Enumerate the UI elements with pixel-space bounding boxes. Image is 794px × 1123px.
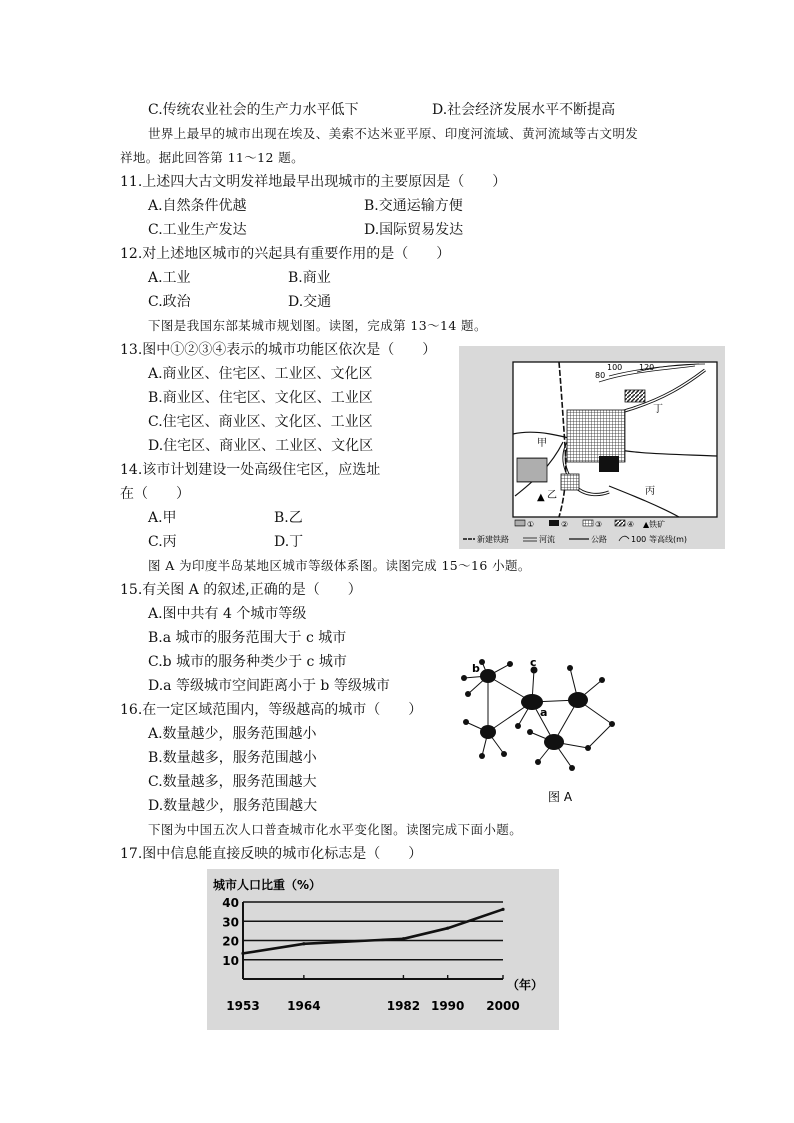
q12-option-c: C.政治 [148,294,191,310]
label-c: c [530,656,537,669]
q14-option-c: C.丙 [148,534,177,550]
x-tick-label: 1990 [430,999,465,1013]
label-b: b [472,662,480,675]
zone-3 [567,410,625,462]
q15-option-b: B.a 城市的服务范围大于 c 城市 [148,630,347,646]
legend-river: 河流 [539,535,555,544]
q15-stem: 15.有关图 A 的叙述,正确的是（ ） [120,582,362,598]
chart-xlabel: （年） [507,978,544,992]
q14-stem-1: 14.该市计划建设一处高级住宅区，应选址 [120,462,381,478]
intro-2: 下图是我国东部某城市规划图。读图，完成第 13～14 题。 [148,318,487,333]
zone-4 [625,390,645,402]
x-tick-label: 1982 [386,999,421,1013]
q12-stem: 12.对上述地区城市的兴起具有重要作用的是（ ） [120,246,451,262]
legend-contour-value: 100 [631,535,647,544]
label-a: a [540,706,548,719]
figure-a-caption: 图 A [548,790,573,804]
legend-3: ③ [595,520,603,529]
legend-1: ① [527,520,535,529]
q15-option-d: D.a 等级城市空间距离小于 b 等级城市 [148,678,390,694]
q11-option-b: B.交通运输方便 [364,198,463,214]
option-d-prev: D.社会经济发展水平不断提高 [432,102,616,118]
intro-3: 图 A 为印度半岛某地区城市等级体系图。读图完成 15～16 小题。 [148,558,531,573]
q11-option-c: C.工业生产发达 [148,222,247,238]
q11-stem: 11.上述四大古文明发祥地最早出现城市的主要原因是（ ） [120,174,507,190]
label-bing: 丙 [645,486,655,497]
intro-4: 下图为中国五次人口普查城市化水平变化图。读图完成下面小题。 [148,822,523,837]
zone-2 [599,456,619,472]
label-jia: 甲 [537,438,547,449]
city-plan-map-svg [459,346,725,549]
q13-stem: 13.图中①②③④表示的城市功能区依次是（ ） [120,342,437,358]
q16-option-b: B.数量越多，服务范围越小 [148,750,317,766]
data-point [501,908,504,911]
q14-option-a: A.甲 [148,510,177,526]
data-point [402,937,405,940]
chart-title: 城市人口比重（%） [213,878,322,892]
legend-road: 公路 [591,535,607,544]
x-tick-label: 1964 [287,999,321,1013]
urbanization-chart [207,869,559,1030]
urbanization-chart-svg [207,869,559,1030]
y-tick-label: 10 [222,953,239,968]
data-point [446,927,449,930]
city-network-svg [452,656,622,806]
q17-stem: 17.图中信息能直接反映的城市化标志是（ ） [120,846,423,862]
q13-option-c: C.住宅区、商业区、文化区、工业区 [148,414,373,430]
q13-option-b: B.商业区、住宅区、文化区、工业区 [148,390,373,406]
data-point [241,952,244,955]
q16-stem: 16.在一定区域范围内，等级越高的城市（ ） [120,702,423,718]
city-hierarchy-figure [452,656,622,806]
intro-1-line-2: 祥地。据此回答第 11～12 题。 [120,150,305,165]
q12-option-d: D.交通 [288,294,332,310]
legend-contour: 等高线(m) [649,535,688,544]
series-line [243,909,503,953]
legend-iron-ore: ▲铁矿 [643,520,666,529]
x-tick-label: 1953 [226,999,260,1013]
q14-option-d: D.丁 [274,534,304,550]
q13-option-d: D.住宅区、商业区、工业区、文化区 [148,438,374,454]
q15-option-c: C.b 城市的服务种类少于 c 城市 [148,654,347,670]
q14-option-b: B.乙 [274,510,303,526]
q12-option-b: B.商业 [288,270,331,286]
data-point [302,942,305,945]
q13-option-a: A.商业区、住宅区、工业区、文化区 [148,366,373,382]
q16-option-d: D.数量越少，服务范围越大 [148,798,318,814]
city-plan-map [459,346,725,549]
legend-2: ② [561,520,569,529]
contour-label-120: 120 [639,363,655,372]
y-tick-label: 30 [222,915,239,930]
zone-1 [517,458,547,482]
q16-option-c: C.数量越多，服务范围越大 [148,774,317,790]
label-ding: 丁 [653,404,663,415]
q11-option-a: A.自然条件优越 [148,198,247,214]
legend-4: ④ [627,520,635,529]
label-yi: 乙 [547,490,557,501]
contour-label-100: 100 [607,363,623,372]
q16-option-a: A.数量越少，服务范围越小 [148,726,317,742]
q11-option-d: D.国际贸易发达 [364,222,464,238]
q14-stem-2: 在（ ） [120,486,190,502]
contour-label-80: 80 [595,371,606,380]
q12-option-a: A.工业 [148,270,191,286]
intro-1-line-1: 世界上最早的城市出现在埃及、美索不达米亚平原、印度河流域、黄河流域等古文明发 [148,126,639,141]
y-tick-label: 40 [222,896,239,910]
city-b [480,669,496,683]
y-tick-label: 20 [222,934,239,949]
option-c-prev: C.传统农业社会的生产力水平低下 [148,102,359,118]
q15-option-a: A.图中共有 4 个城市等级 [148,606,307,622]
x-tick-label: 2000 [486,999,520,1013]
legend-railway: 新建铁路 [477,535,509,544]
iron-ore-mark: ▲ [537,492,545,503]
